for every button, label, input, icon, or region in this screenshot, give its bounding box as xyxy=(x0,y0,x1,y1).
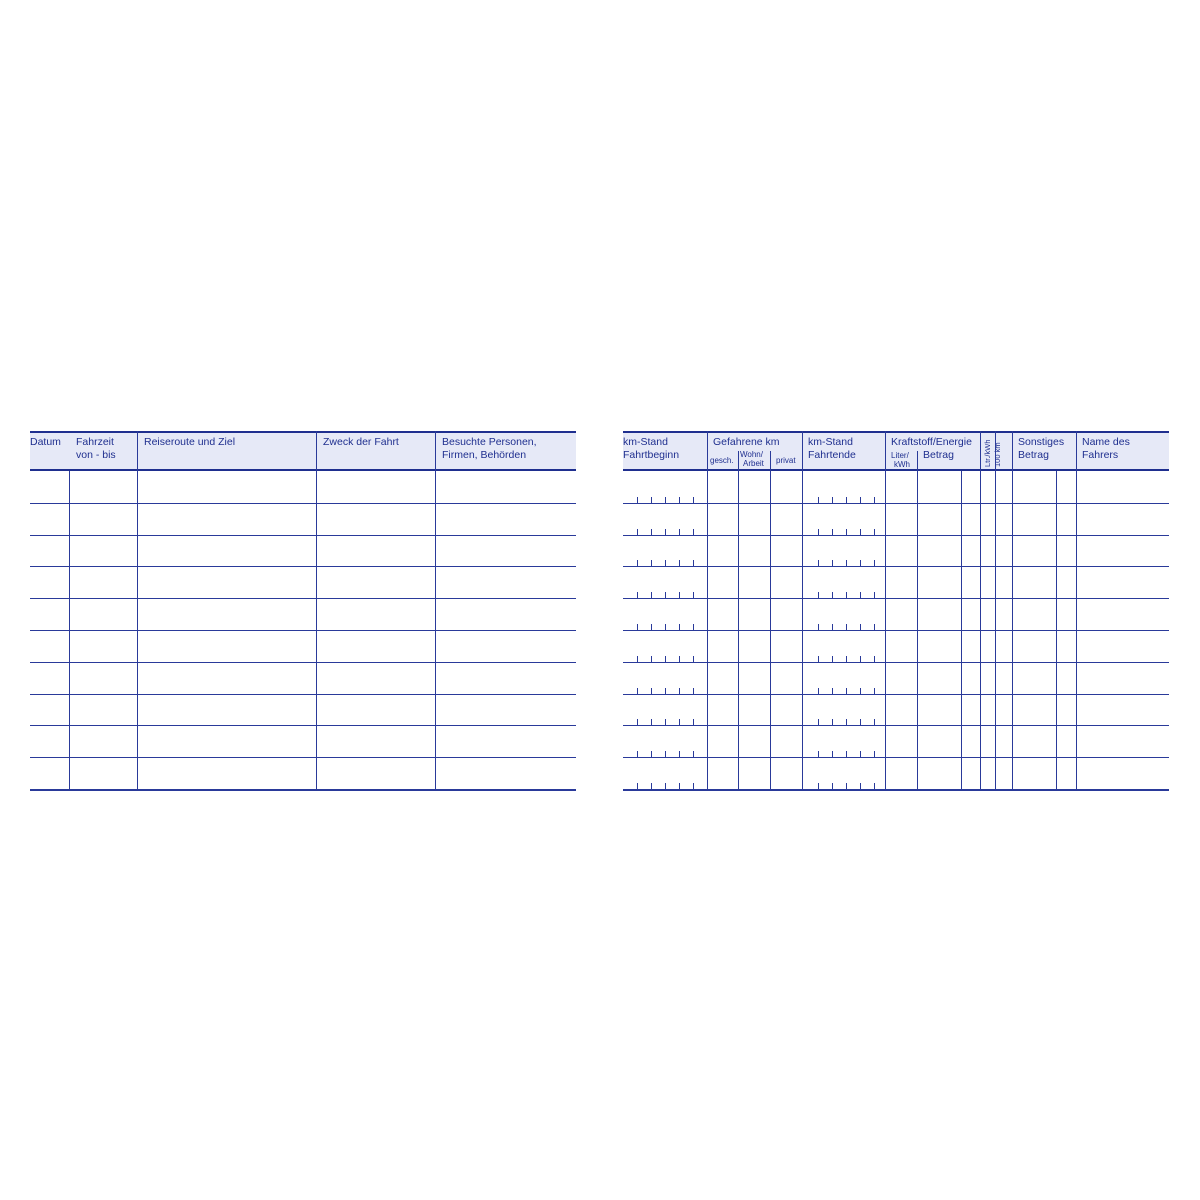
digit-tick xyxy=(679,719,680,725)
digit-tick xyxy=(651,529,652,535)
row-line xyxy=(30,566,576,567)
digit-tick xyxy=(651,751,652,757)
header-km-stand-beginn-1: km-Stand xyxy=(623,436,668,448)
digit-tick xyxy=(693,719,694,725)
row-line xyxy=(30,630,576,631)
digit-tick xyxy=(665,529,666,535)
header-sonstiges-1: Sonstiges xyxy=(1018,436,1065,448)
digit-tick xyxy=(637,529,638,535)
digit-tick xyxy=(693,783,694,789)
column-divider xyxy=(885,431,886,790)
header-name-fahrer-2: Fahrers xyxy=(1082,449,1119,461)
digit-tick xyxy=(846,529,847,535)
row-line xyxy=(623,630,1169,631)
digit-tick xyxy=(818,719,819,725)
header-verbrauch-2: 100 km xyxy=(993,442,1002,467)
column-divider xyxy=(802,431,803,790)
digit-tick xyxy=(665,624,666,630)
header-verbrauch-1: Ltr./kWh xyxy=(983,439,992,467)
digit-tick xyxy=(846,560,847,566)
digit-tick xyxy=(665,688,666,694)
row-line xyxy=(30,725,576,726)
header-km-stand-beginn-2: Fahrtbeginn xyxy=(623,449,680,461)
header-name-fahrer-1: Name des xyxy=(1082,436,1130,448)
digit-tick xyxy=(637,560,638,566)
digit-tick xyxy=(651,624,652,630)
digit-tick xyxy=(651,656,652,662)
digit-tick xyxy=(818,688,819,694)
digit-tick xyxy=(832,592,833,598)
header-besuchte-1: Besuchte Personen, xyxy=(442,436,537,448)
digit-tick xyxy=(818,529,819,535)
row-line xyxy=(623,757,1169,758)
header-km-stand-ende-2: Fahrtende xyxy=(808,449,856,461)
digit-tick xyxy=(651,592,652,598)
logbook-right-page xyxy=(623,431,1169,791)
header-fahrzeit-2: von - bis xyxy=(76,449,116,461)
digit-tick xyxy=(846,592,847,598)
row-line xyxy=(623,694,1169,695)
digit-tick xyxy=(679,656,680,662)
digit-tick xyxy=(818,560,819,566)
header-fahrzeit-1: Fahrzeit xyxy=(76,436,114,448)
digit-tick xyxy=(818,783,819,789)
header-km-stand-ende-1: km-Stand xyxy=(808,436,853,448)
digit-tick xyxy=(846,656,847,662)
header-gesch: gesch. xyxy=(710,456,734,465)
digit-tick xyxy=(832,497,833,503)
digit-tick xyxy=(679,688,680,694)
digit-tick xyxy=(637,783,638,789)
digit-tick xyxy=(860,529,861,535)
digit-tick xyxy=(665,497,666,503)
digit-tick xyxy=(651,688,652,694)
digit-tick xyxy=(665,560,666,566)
digit-tick xyxy=(874,783,875,789)
digit-tick xyxy=(679,560,680,566)
digit-tick xyxy=(637,656,638,662)
digit-tick xyxy=(665,783,666,789)
digit-tick xyxy=(832,751,833,757)
row-line xyxy=(30,789,576,791)
digit-tick xyxy=(874,592,875,598)
digit-tick xyxy=(846,719,847,725)
digit-tick xyxy=(679,529,680,535)
digit-tick xyxy=(846,688,847,694)
digit-tick xyxy=(693,624,694,630)
row-line xyxy=(30,598,576,599)
sub-column-divider xyxy=(995,431,996,790)
row-line xyxy=(623,566,1169,567)
digit-tick xyxy=(637,719,638,725)
digit-tick xyxy=(693,751,694,757)
header-wohn-1: Wohn/ xyxy=(740,450,763,459)
digit-tick xyxy=(860,497,861,503)
column-divider xyxy=(980,431,981,790)
digit-tick xyxy=(860,719,861,725)
digit-tick xyxy=(860,560,861,566)
digit-tick xyxy=(860,783,861,789)
row-line xyxy=(623,789,1169,791)
row-line xyxy=(623,725,1169,726)
digit-tick xyxy=(637,592,638,598)
header-betrag: Betrag xyxy=(923,449,954,461)
digit-tick xyxy=(637,751,638,757)
row-line xyxy=(623,503,1169,504)
row-line xyxy=(30,503,576,504)
digit-tick xyxy=(693,497,694,503)
digit-tick xyxy=(832,656,833,662)
digit-tick xyxy=(860,688,861,694)
digit-tick xyxy=(818,592,819,598)
digit-tick xyxy=(651,497,652,503)
digit-tick xyxy=(693,529,694,535)
digit-tick xyxy=(832,560,833,566)
digit-tick xyxy=(665,592,666,598)
digit-tick xyxy=(679,592,680,598)
digit-tick xyxy=(874,688,875,694)
header-reiseroute: Reiseroute und Ziel xyxy=(144,436,236,448)
column-divider xyxy=(1076,431,1077,790)
digit-tick xyxy=(846,783,847,789)
digit-tick xyxy=(637,497,638,503)
digit-tick xyxy=(846,624,847,630)
digit-tick xyxy=(679,751,680,757)
header-liter-1: Liter/ xyxy=(891,451,909,460)
logbook-left-page xyxy=(30,431,576,791)
digit-tick xyxy=(832,688,833,694)
digit-tick xyxy=(818,751,819,757)
digit-tick xyxy=(832,783,833,789)
header-liter-2: kWh xyxy=(894,460,910,469)
digit-tick xyxy=(846,497,847,503)
digit-tick xyxy=(860,624,861,630)
digit-tick xyxy=(818,656,819,662)
digit-tick xyxy=(651,719,652,725)
digit-tick xyxy=(693,688,694,694)
header-besuchte-2: Firmen, Behörden xyxy=(442,449,527,461)
digit-tick xyxy=(832,624,833,630)
digit-tick xyxy=(874,656,875,662)
digit-tick xyxy=(637,624,638,630)
row-line xyxy=(623,662,1169,663)
digit-tick xyxy=(679,624,680,630)
header-wohn-2: Arbeit xyxy=(743,459,764,468)
digit-tick xyxy=(665,656,666,662)
digit-tick xyxy=(693,560,694,566)
column-divider xyxy=(137,431,138,790)
header-datum: Datum xyxy=(30,436,61,448)
digit-tick xyxy=(651,560,652,566)
digit-tick xyxy=(846,751,847,757)
header-kraftstoff: Kraftstoff/Energie xyxy=(891,436,972,448)
header-sonstiges-2: Betrag xyxy=(1018,449,1049,461)
header-privat: privat xyxy=(776,456,796,465)
digit-tick xyxy=(860,656,861,662)
row-line xyxy=(30,694,576,695)
digit-tick xyxy=(693,656,694,662)
digit-tick xyxy=(874,497,875,503)
digit-tick xyxy=(679,783,680,789)
digit-tick xyxy=(637,688,638,694)
row-line xyxy=(623,535,1169,536)
column-divider xyxy=(316,431,317,790)
digit-tick xyxy=(874,560,875,566)
digit-tick xyxy=(860,751,861,757)
digit-tick xyxy=(818,497,819,503)
digit-tick xyxy=(832,719,833,725)
row-line xyxy=(30,535,576,536)
digit-tick xyxy=(665,719,666,725)
digit-tick xyxy=(818,624,819,630)
digit-tick xyxy=(693,592,694,598)
row-line xyxy=(30,757,576,758)
digit-tick xyxy=(874,624,875,630)
digit-tick xyxy=(874,719,875,725)
digit-tick xyxy=(874,529,875,535)
digit-tick xyxy=(860,592,861,598)
column-divider xyxy=(707,431,708,790)
digit-tick xyxy=(874,751,875,757)
row-line xyxy=(30,662,576,663)
digit-tick xyxy=(665,751,666,757)
header-gefahrene-km: Gefahrene km xyxy=(713,436,780,448)
column-divider xyxy=(1012,431,1013,790)
digit-tick xyxy=(651,783,652,789)
header-zweck: Zweck der Fahrt xyxy=(323,436,399,448)
row-line xyxy=(623,598,1169,599)
column-divider xyxy=(435,431,436,790)
digit-tick xyxy=(679,497,680,503)
digit-tick xyxy=(832,529,833,535)
